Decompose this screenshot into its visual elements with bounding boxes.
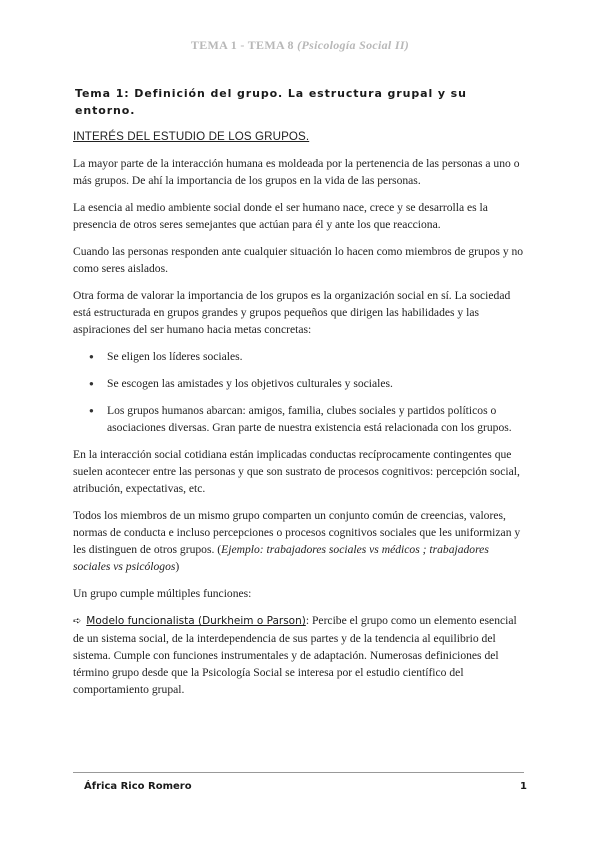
paragraph-4: Otra forma de valorar la importancia de los grupos es la organización social en sí. La sociedad está estructurada en grupos grandes y grupos pequeños que dirigen las habilidades y las aspiraciones del ser humano hacia metas concretas: [73,289,511,336]
bullet-item: ● Los grupos humanos abarcan: amigos, familia, clubes sociales y partidos políticos o asociaciones diversas. Gran parte de nuestra existencia está relacionada con los grupos. [107,402,529,436]
example-text: Ejemplo: trabajadores sociales vs médicos ; trabajadores sociales vs psicólogos [73,543,489,573]
paragraph-6 [73,507,529,575]
footer-divider [73,772,524,773]
topic-title: Tema 1: Definición del grupo. La estructura grupal y su entorno. [75,87,467,117]
header-subtitle: (Psicología Social II) [297,38,410,52]
paragraph-2: La esencia al medio ambiente social donde el ser humano nace, crece y se desarrolla es la presencia de otros seres semejantes que actúan para él y ante los que reacciona. [73,201,488,231]
paragraph-6-close: ) [175,560,180,573]
arrow-icon: ➪ [73,616,82,627]
paragraph-1: La mayor parte de la interacción humana es moldeada por la pertenencia de las personas a uno o más grupos. De ahí la importancia de los grupos en la vida de las personas. [73,157,520,187]
model-text: Percibe el grupo como un elemento esencial de un sistema social, de la interdependencia de sus partes y de la tendencia al equilibrio del sistema. Cumple con funciones instrumentales y de adaptación. Numerosas definiciones del término grupo desde que la Psicología Social se interesa por el estudio científico del comportamiento grupal. [73,614,517,696]
footer-author: África Rico Romero [84,781,192,792]
paragraph-7: Un grupo cumple múltiples funciones: [73,587,252,600]
page-number: 1 [520,781,527,792]
document-body [73,85,529,708]
section-title: INTERÉS DEL ESTUDIO DE LOS GRUPOS. [73,130,310,143]
paragraph-5: En la interacción social cotidiana están implicadas conductas recíprocamente contingentes que suelen acontecer entre las personas y que son sustrato de procesos cognitivos: percepción social, atribución, expectativas, etc. [73,448,520,495]
page-header [0,38,600,53]
header-title: TEMA 1 - TEMA 8 [190,38,294,52]
bullet-item: ● Se eligen los líderes sociales. [107,348,529,365]
bullet-item: ● Se escogen las amistades y los objetivos culturales y sociales. [107,375,529,392]
model-paragraph [73,612,529,698]
model-colon: : [305,614,310,627]
bullet-list [73,348,529,436]
paragraph-6-text: Todos los miembros de un mismo grupo comparten un conjunto común de creencias, valores, normas de conducta e incluso percepciones o procesos cognitivos sociales que les uniformizan y les distinguen de otros grupos. ( [73,509,521,556]
paragraph-3: Cuando las personas responden ante cualquier situación lo hacen como miembros de grupos y no como seres aislados. [73,245,524,275]
model-name: Modelo funcionalista (Durkheim o Parson) [86,615,306,627]
